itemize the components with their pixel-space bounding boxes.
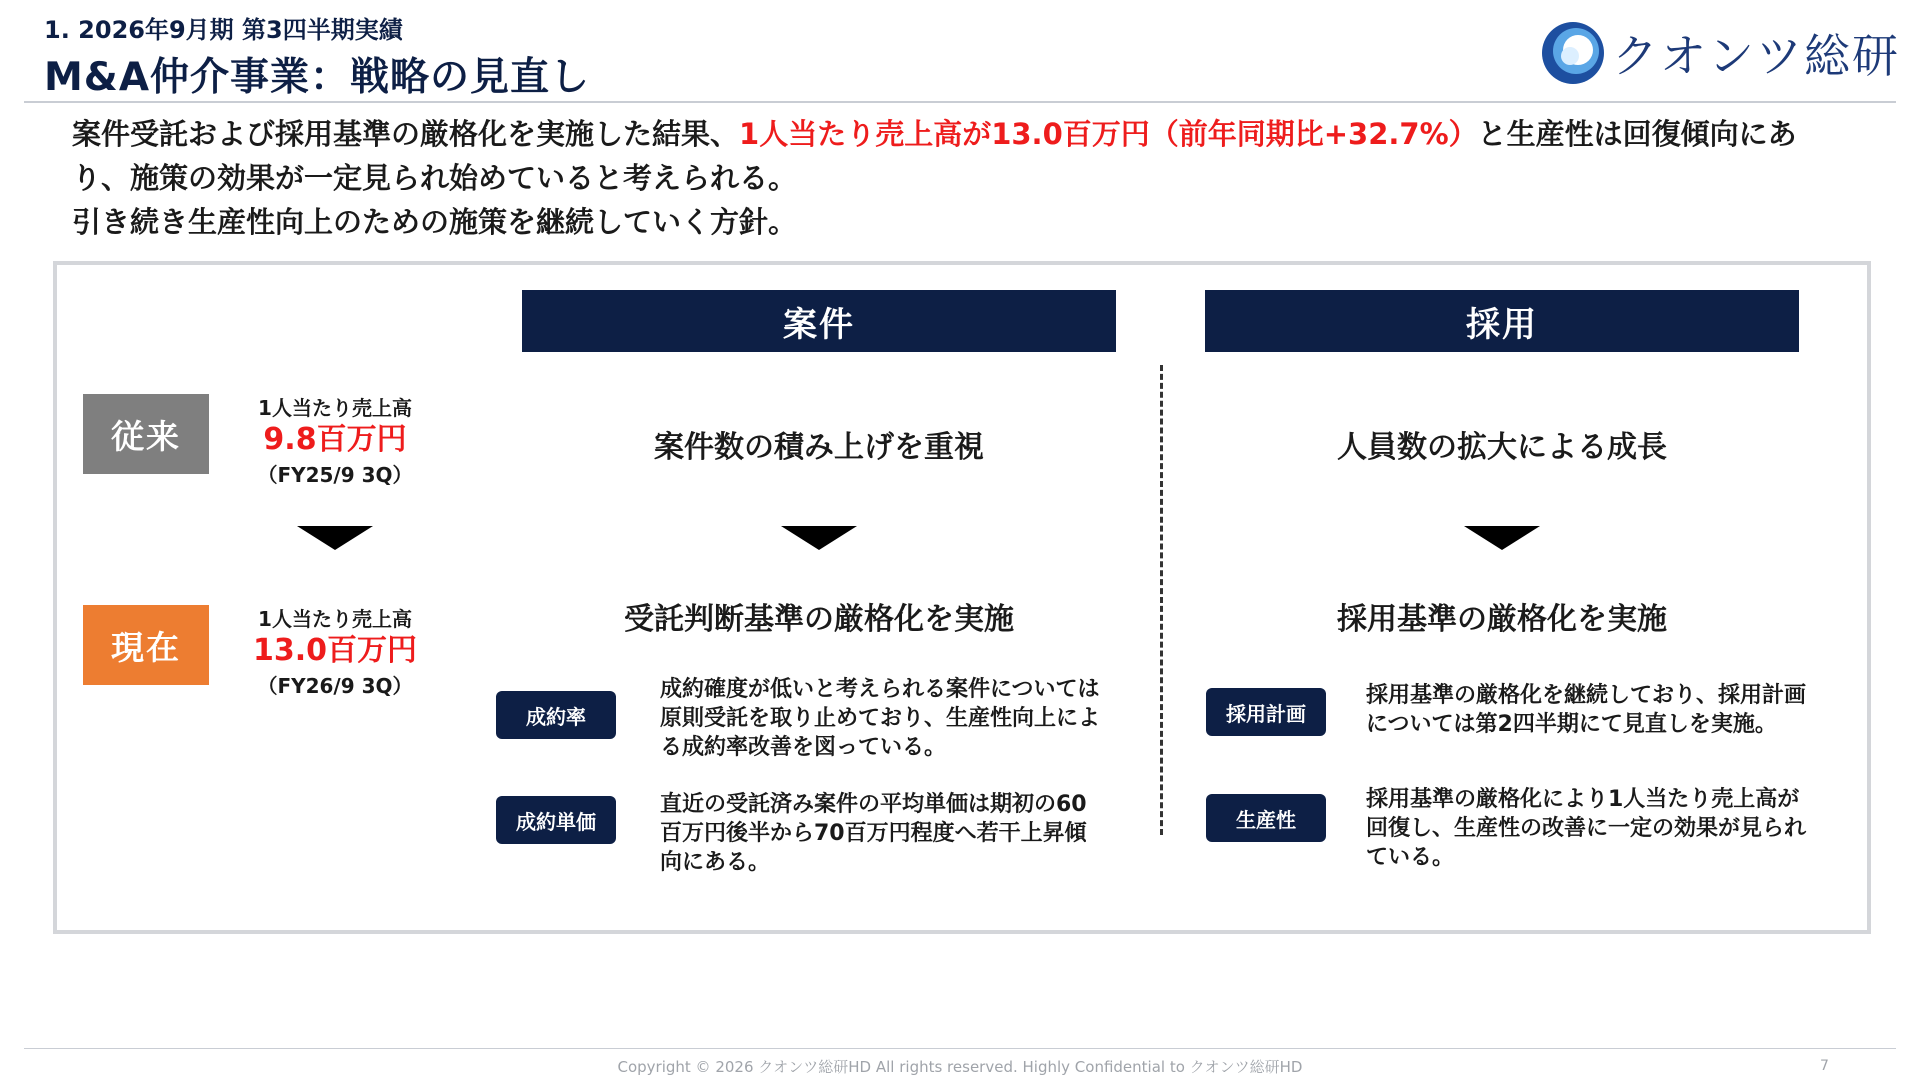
- copyright-text: Copyright © 2026 クオンツ総研HD All rights reserved. Highly Confidential to クオンツ総研HD: [617, 1058, 1303, 1076]
- page-number: 7: [1820, 1058, 1829, 1074]
- tag-before: 従来: [83, 394, 209, 474]
- metric-now-period: （FY26/9 3Q）: [257, 674, 413, 698]
- summary-line3: 引き続き生産性向上のための施策を継続していく方針。: [72, 205, 798, 239]
- logo-swirl-icon: [1540, 20, 1606, 86]
- page-title: M&A仲介事業：戦略の見直し: [44, 55, 591, 100]
- column-divider: [1160, 365, 1163, 835]
- column-header-hiring: 採用: [1205, 290, 1799, 352]
- tag-now: 現在: [83, 605, 209, 685]
- title-divider: [24, 101, 1896, 103]
- down-arrow-icon: [1464, 526, 1540, 550]
- desc-productivity: 採用基準の厳格化により1人当たり売上高が回復し、生産性の改善に一定の効果が見られている。: [1366, 787, 1807, 870]
- down-arrow-icon: [297, 526, 373, 550]
- metric-before: [225, 392, 445, 488]
- metric-before-value: 9.8百万円: [263, 422, 407, 457]
- logo-text: クオンツ総研: [1612, 29, 1900, 83]
- hiring-before-heading: 人員数の拡大による成長: [1337, 430, 1667, 465]
- desc-hiring-plan: 採用基準の厳格化を継続しており、採用計画については第2四半期にて見直しを実施。: [1366, 683, 1807, 737]
- hiring-now-heading: 採用基準の厳格化を実施: [1337, 602, 1667, 637]
- footer-divider: [24, 1048, 1896, 1049]
- desc-deal-price: 直近の受託済み案件の平均単価は期初の60百万円後半から70百万円程度へ若干上昇傾向にある。: [660, 792, 1087, 875]
- label-close-rate: 成約率: [496, 691, 616, 739]
- metric-now: [225, 603, 445, 699]
- section-label: 1. 2026年9月期 第3四半期実績: [44, 16, 403, 44]
- label-hiring-plan: 採用計画: [1206, 688, 1326, 736]
- company-logo: [1540, 18, 1900, 88]
- label-productivity: 生産性: [1206, 794, 1326, 842]
- deals-now-heading: 受託判断基準の厳格化を実施: [624, 602, 1014, 637]
- metric-now-value: 13.0百万円: [252, 633, 418, 668]
- summary-text: [72, 112, 1852, 244]
- metric-before-period: （FY25/9 3Q）: [257, 463, 413, 487]
- down-arrow-icon: [781, 526, 857, 550]
- metric-now-label: 1人当たり売上高: [258, 607, 412, 631]
- desc-close-rate: 成約確度が低いと考えられる案件については原則受託を取り止めており、生産性向上による成約率改善を図っている。: [660, 677, 1101, 760]
- summary-part2: と生産性は回復傾向にあり、施策の効果が一定見られ始めていると考えられる。: [72, 117, 1797, 195]
- label-deal-price: 成約単価: [496, 796, 616, 844]
- column-header-deals: 案件: [522, 290, 1116, 352]
- deals-before-heading: 案件数の積み上げを重視: [654, 430, 984, 465]
- summary-highlight: 1人当たり売上高が13.0百万円（前年同期比+32.7%）: [739, 117, 1478, 151]
- summary-part1: 案件受託および採用基準の厳格化を実施した結果、: [72, 117, 740, 151]
- metric-before-label: 1人当たり売上高: [258, 396, 412, 420]
